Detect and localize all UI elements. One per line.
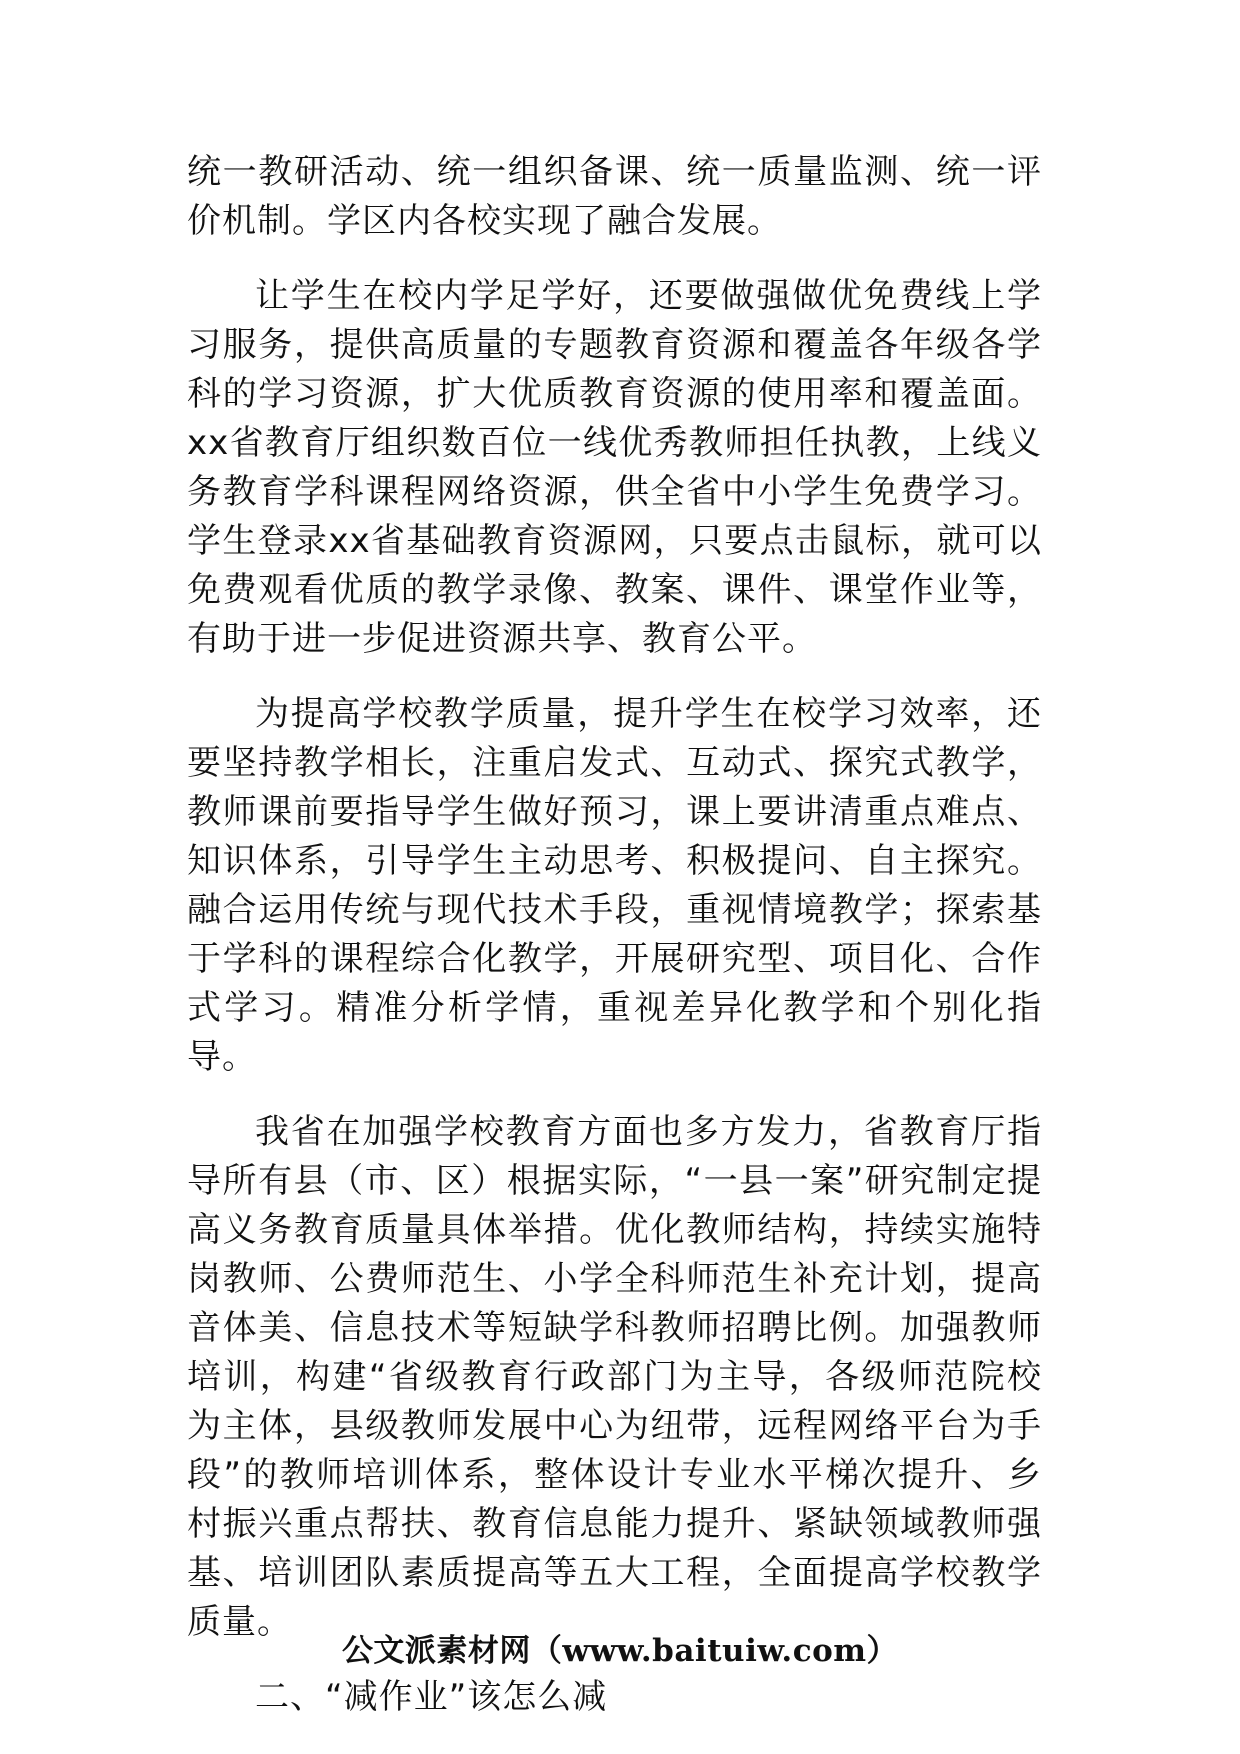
footer-source: 公文派素材网（www.baituiw.com） [341,1633,899,1669]
paragraph-continuation: 统一教研活动、统一组织备课、统一质量监测、统一评价机制。学区内各校实现了融合发展。 [187,152,1042,241]
document-body [187,148,1042,1722]
paragraph-teaching-quality: 为提高学校教学质量，提升学生在校学习效率，还要坚持教学相长，注重启发式、互动式、探究式教学，教师课前要指导学生做好预习，课上要讲清重点难点、知识体系，引导学生主动思考、积极提问、自主探究。融合运用传统与现代技术手段，重视情境教学；探索基于学科的课程综合化教学，开展研究型、项目化、合作式学习。精准分析学情，重视差异化教学和个别化指导。 [187,694,1042,1077]
paragraph-online-learning: 让学生在校内学足学好，还要做强做优免费线上学习服务，提供高质量的专题教育资源和覆盖各年级各学科的学习资源，扩大优质教育资源的使用率和覆盖面。xx省教育厅组织数百位一线优秀教师担任执教，上线义务教育学科课程网络资源，供全省中小学生免费学习。学生登录xx省基础教育资源网，只要点击鼠标，就可以免费观看优质的教学录像、教案、课件、课堂作业等，有助于进一步促进资源共享、教育公平。 [187,276,1042,659]
section-heading: 二、“减作业”该怎么减 [255,1677,608,1717]
paragraph-province-measures: 我省在加强学校教育方面也多方发力，省教育厅指导所有县（市、区）根据实际，“一县一案”研究制定提高义务教育质量具体举措。优化教师结构，持续实施特岗教师、公费师范生、小学全科师范生补充计划，提高音体美、信息技术等短缺学科教师招聘比例。加强教师培训，构建“省级教育行政部门为主导，各级师范院校为主体，县级教师发展中心为纽带，远程网络平台为手段”的教师培训体系，整体设计专业水平梯次提升、乡村振兴重点帮扶、教育信息能力提升、紧缺领域教师强基、培训团队素质提高等五大工程，全面提高学校教学质量。 [187,1112,1042,1642]
